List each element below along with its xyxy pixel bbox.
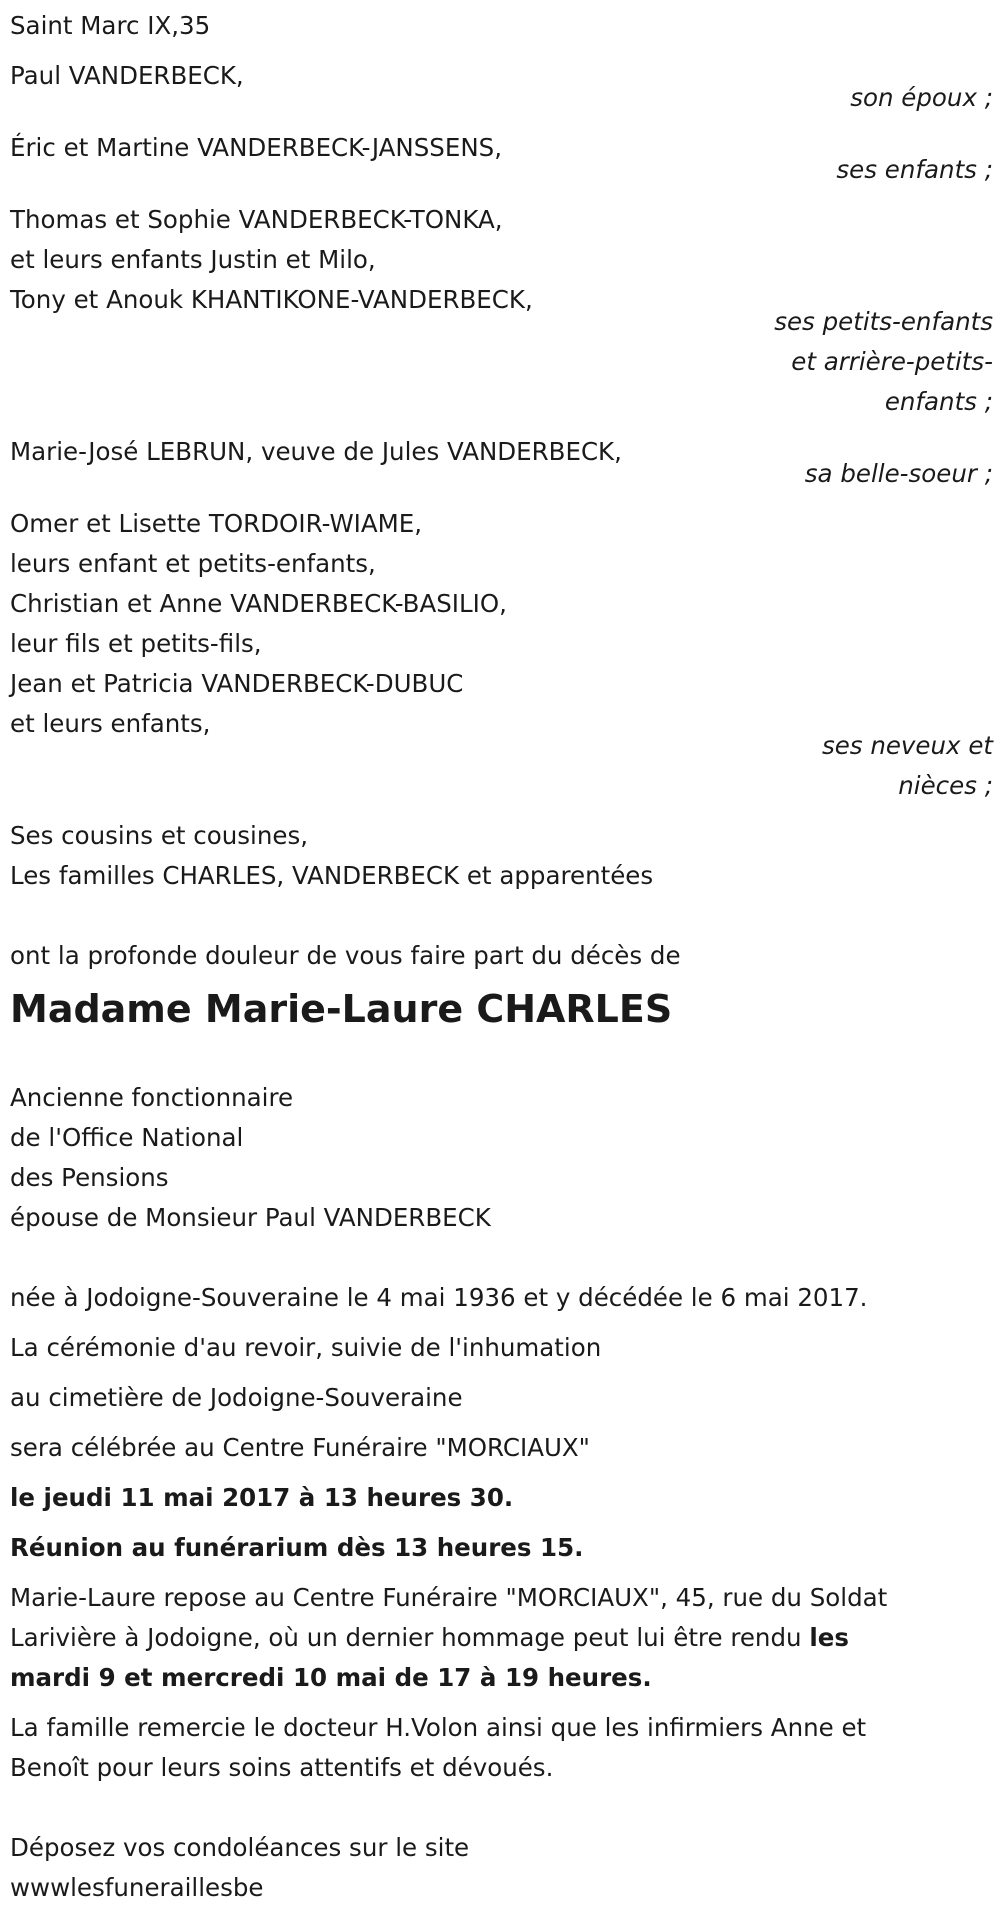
repose-line <box>10 1618 995 1658</box>
deceased-name: Madame Marie-Laure CHARLES <box>10 987 673 1031</box>
repose-text: Larivière à Jodoigne, où un dernier hommage peut lui être rendu <box>10 1623 810 1652</box>
birth-death-dates: née à Jodoigne-Souveraine le 4 mai 1936 et y décédée le 6 mai 2017. <box>10 1283 868 1312</box>
family-role-line: sa belle-soeur ; <box>804 459 993 488</box>
description-line: Ancienne fonctionnaire <box>10 1083 294 1112</box>
spacer <box>10 1238 995 1278</box>
family-group-children <box>10 128 995 190</box>
family-name-line: leurs enfant et petits-enfants, <box>10 549 376 578</box>
family-role-line: ses petits-enfants <box>774 307 993 336</box>
repose-visiting-hours: les <box>809 1623 849 1652</box>
ceremony-line: sera célébrée au Centre Funéraire "MORCIAUX" <box>10 1433 590 1462</box>
family-name-line: et leurs enfants, <box>10 709 211 738</box>
family-name-line: Tony et Anouk KHANTIKONE-VANDERBECK, <box>10 285 533 314</box>
family-group-sister-in-law <box>10 432 995 494</box>
family-role-line: enfants ; <box>884 387 993 416</box>
repose-visiting-hours: mardi 9 et mercredi 10 mai de 17 à 19 heures. <box>10 1663 652 1692</box>
family-name-line: Jean et Patricia VANDERBECK-DUBUC <box>10 669 464 698</box>
condolences <box>10 1828 995 1908</box>
announcement-text: ont la profonde douleur de vous faire part du décès de <box>10 941 681 970</box>
family-role <box>10 302 995 422</box>
obituary-document <box>10 6 995 1908</box>
family-role-line: ses enfants ; <box>836 155 993 184</box>
deceased-description <box>10 1078 995 1238</box>
family-role-line: ses neveux et <box>821 731 993 760</box>
extended-family <box>10 816 995 896</box>
family-name-line: Thomas et Sophie VANDERBECK-TONKA, <box>10 205 503 234</box>
extended-family-line: Ses cousins et cousines, <box>10 821 308 850</box>
ceremony-line: au cimetière de Jodoigne-Souveraine <box>10 1383 463 1412</box>
extended-family-line: Les familles CHARLES, VANDERBECK et apparentées <box>10 861 654 890</box>
ceremony-date: le jeudi 11 mai 2017 à 13 heures 30. <box>10 1483 514 1512</box>
family-name-line: Éric et Martine VANDERBECK-JANSSENS, <box>10 133 502 162</box>
family-name-line: Marie-José LEBRUN, veuve de Jules VANDERBECK, <box>10 437 622 466</box>
ceremony-line: La cérémonie d'au revoir, suivie de l'inhumation <box>10 1333 602 1362</box>
family-group-spouse <box>10 56 995 118</box>
family-role-line: nièces ; <box>898 771 993 800</box>
family-name-line: Omer et Lisette TORDOIR-WIAME, <box>10 509 423 538</box>
family-role-line: son époux ; <box>850 83 993 112</box>
family-role-line: et arrière-petits- <box>791 347 993 376</box>
repose-line: Marie-Laure repose au Centre Funéraire "MORCIAUX", 45, rue du Soldat <box>10 1583 888 1612</box>
reunion-time: Réunion au funérarium dès 13 heures 15. <box>10 1533 584 1562</box>
condolences-website[interactable]: wwwlesfuneraillesbe <box>10 1873 264 1902</box>
description-line: de l'Office National <box>10 1123 244 1152</box>
thanks-line: La famille remercie le docteur H.Volon ainsi que les infirmiers Anne et <box>10 1713 867 1742</box>
family-name-line: Christian et Anne VANDERBECK-BASILIO, <box>10 589 507 618</box>
description-line: épouse de Monsieur Paul VANDERBECK <box>10 1203 491 1232</box>
condolences-line: Déposez vos condoléances sur le site <box>10 1833 470 1862</box>
family-group-nephews <box>10 504 995 806</box>
thanks-line: Benoît pour leurs soins attentifs et dévoués. <box>10 1753 554 1782</box>
description-line: des Pensions <box>10 1163 169 1192</box>
spacer <box>10 896 995 936</box>
spacer <box>10 1798 995 1828</box>
family-name-line: Paul VANDERBECK, <box>10 61 244 90</box>
family-group-grandchildren <box>10 200 995 422</box>
family-name-line: et leurs enfants Justin et Milo, <box>10 245 376 274</box>
bible-verse: Saint Marc IX,35 <box>10 11 211 40</box>
family-name-line: leur fils et petits-fils, <box>10 629 262 658</box>
thanks-paragraph <box>10 1708 995 1788</box>
repose-paragraph <box>10 1578 995 1698</box>
